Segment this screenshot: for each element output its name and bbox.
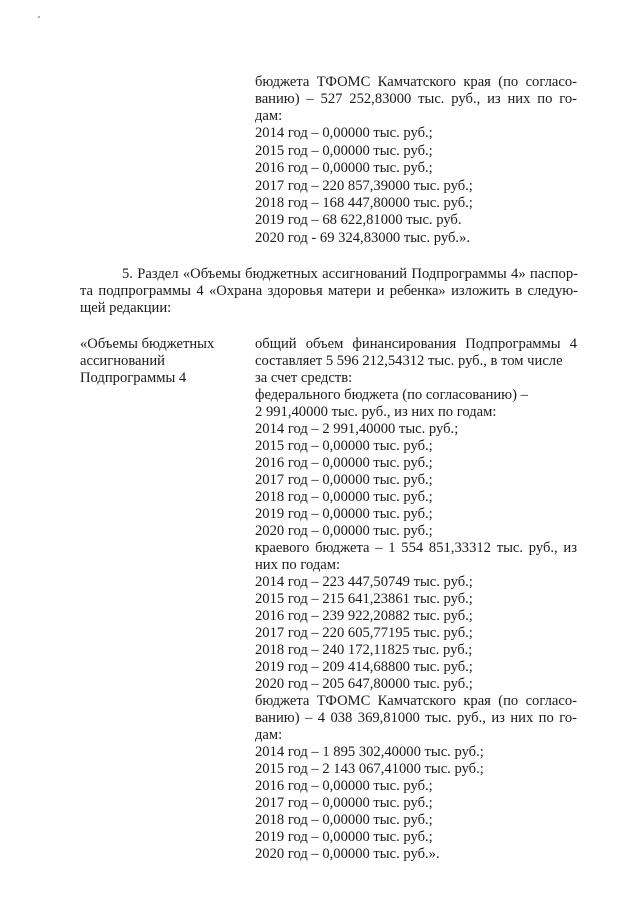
text-line: та подпрограммы 4 «Охрана здоровья матери и ребенка» изложить в следую-: [80, 283, 578, 299]
text-line: щей редакции:: [80, 300, 172, 316]
text-line: 2019 год – 0,00000 тыс. руб.;: [255, 506, 433, 522]
text-line: 2015 год – 0,00000 тыс. руб.;: [255, 438, 433, 454]
text-line: 2016 год – 0,00000 тыс. руб.;: [255, 160, 433, 176]
text-line: 2015 год – 215 641,23861 тыс. руб.;: [255, 591, 473, 607]
text-line: дам:: [255, 108, 283, 124]
text-line: ассигнований: [80, 353, 165, 369]
text-line: 2017 год – 0,00000 тыс. руб.;: [255, 795, 433, 811]
text-line: 2015 год – 0,00000 тыс. руб.;: [255, 143, 433, 159]
text-line: 2014 год – 223 447,50749 тыс. руб.;: [255, 574, 473, 590]
text-line: ванию) – 4 038 369,81000 тыс. руб., из них по го-: [255, 710, 577, 726]
text-line: 2014 год – 1 895 302,40000 тыс. руб.;: [255, 744, 484, 760]
text-line: 2 991,40000 тыс. руб., из них по годам:: [255, 404, 497, 420]
text-line: 2020 год – 0,00000 тыс. руб.».: [255, 846, 440, 862]
text-line: 2015 год – 2 143 067,41000 тыс. руб.;: [255, 761, 484, 777]
text-line: 5. Раздел «Объемы бюджетных ассигнований Подпрограммы 4» паспор-: [122, 266, 578, 282]
text-line: 2014 год – 0,00000 тыс. руб.;: [255, 125, 433, 141]
text-line: составляет 5 596 212,54312 тыс. руб., в том числе: [255, 353, 563, 369]
text-line: «Объемы бюджетных: [80, 336, 215, 352]
text-line: 2019 год – 209 414,68800 тыс. руб.;: [255, 659, 473, 675]
text-line: федерального бюджета (по согласованию) –: [255, 387, 528, 403]
text-line: них по годам:: [255, 557, 341, 573]
text-line: 2014 год – 2 991,40000 тыс. руб.;: [255, 421, 459, 437]
text-line: 2017 год – 220 605,77195 тыс. руб.;: [255, 625, 473, 641]
text-line: 2017 год – 220 857,39000 тыс. руб.;: [255, 178, 473, 194]
text-line: 2018 год – 0,00000 тыс. руб.;: [255, 489, 433, 505]
text-line: 2018 год – 0,00000 тыс. руб.;: [255, 812, 433, 828]
text-line: ванию) – 527 252,83000 тыс. руб., из них по го-: [255, 91, 577, 107]
text-line: дам:: [255, 727, 283, 743]
text-line: 2016 год – 0,00000 тыс. руб.;: [255, 778, 433, 794]
text-line: общий объем финансирования Подпрограммы 4: [255, 336, 577, 352]
scan-speck: [38, 16, 40, 18]
text-line: 2020 год – 205 647,80000 тыс. руб.;: [255, 676, 473, 692]
text-line: бюджета ТФОМС Камчатского края (по согласо-: [255, 693, 577, 709]
text-line: 2019 год – 0,00000 тыс. руб.;: [255, 829, 433, 845]
text-line: бюджета ТФОМС Камчатского края (по согласо-: [255, 74, 577, 90]
text-line: 2019 год – 68 622,81000 тыс. руб.: [255, 212, 462, 228]
text-line: Подпрограммы 4: [80, 370, 187, 386]
text-line: краевого бюджета – 1 554 851,33312 тыс. руб., из: [255, 540, 577, 556]
text-line: 2017 год – 0,00000 тыс. руб.;: [255, 472, 433, 488]
text-line: 2020 год - 69 324,83000 тыс. руб.».: [255, 230, 471, 246]
text-line: 2020 год – 0,00000 тыс. руб.;: [255, 523, 433, 539]
text-line: 2018 год – 168 447,80000 тыс. руб.;: [255, 195, 473, 211]
text-line: за счет средств:: [255, 370, 353, 386]
text-line: 2016 год – 239 922,20882 тыс. руб.;: [255, 608, 473, 624]
text-line: 2016 год – 0,00000 тыс. руб.;: [255, 455, 433, 471]
text-line: 2018 год – 240 172,11825 тыс. руб.;: [255, 642, 473, 658]
